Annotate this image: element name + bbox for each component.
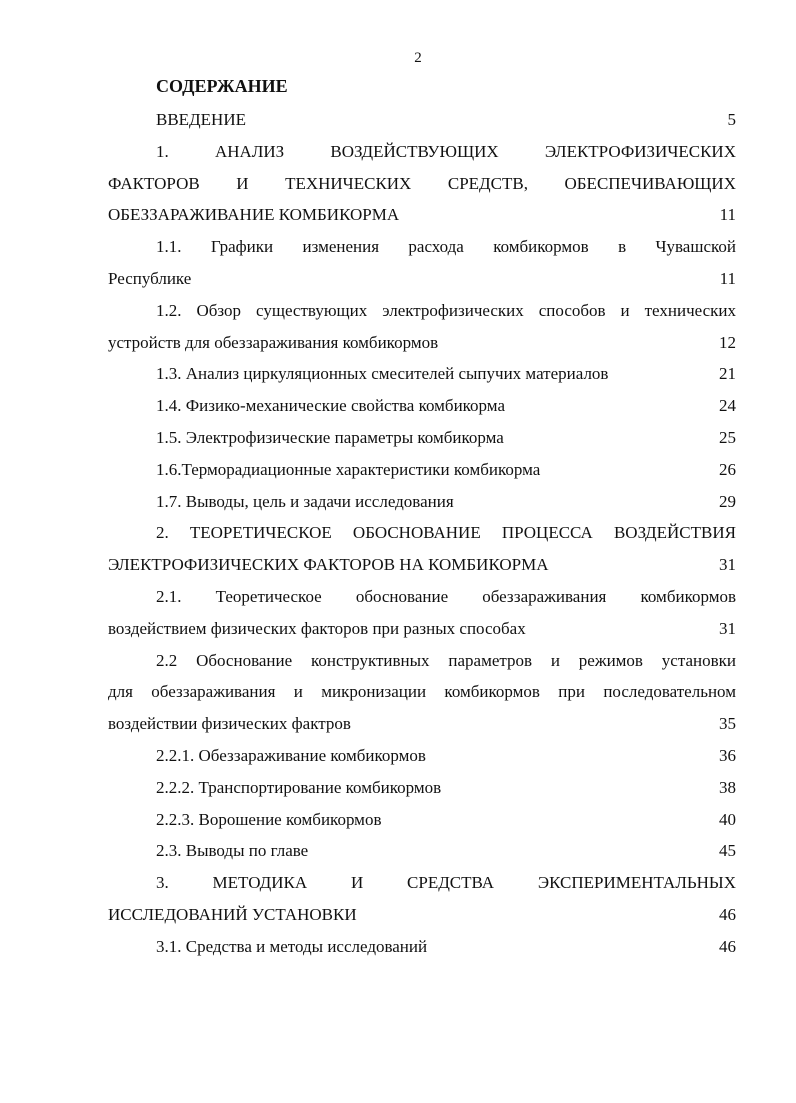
- toc-page-number: 25: [719, 427, 736, 447]
- toc-entry-text: 2.3. Выводы по главе: [156, 841, 309, 861]
- toc-page-number: 38: [719, 777, 736, 797]
- toc-page-number: 35: [719, 714, 736, 734]
- toc-entry-text: Республике: [108, 268, 192, 288]
- toc-entry: [108, 104, 736, 136]
- toc-entry: [108, 136, 736, 231]
- toc-entry-text: 1.3. Анализ циркуляционных смесителей сыпучих материалов: [156, 364, 609, 384]
- toc-entry: [108, 931, 736, 963]
- toc-page-number: 26: [719, 459, 736, 479]
- toc-entry-text: 2. ТЕОРЕТИЧЕСКОЕ ОБОСНОВАНИЕ ПРОЦЕССА ВОЗДЕЙСТВИЯ: [156, 523, 736, 543]
- toc-page-number: 36: [719, 745, 736, 765]
- toc-entry: [108, 390, 736, 422]
- toc-page-number: 5: [727, 110, 736, 129]
- toc-entry: [108, 454, 736, 486]
- toc-entry-text: 2.2.2. Транспортирование комбикормов: [156, 777, 442, 797]
- toc-entry-text: ФАКТОРОВ И ТЕХНИЧЕСКИХ СРЕДСТВ, ОБЕСПЕЧИВАЮЩИХ: [108, 173, 736, 193]
- toc-entry: [108, 835, 736, 867]
- toc-entry-text: 1.5. Электрофизические параметры комбикорма: [156, 427, 504, 447]
- toc-entry: [108, 740, 736, 772]
- toc-entry-text: 3.1. Средства и методы исследований: [156, 936, 428, 956]
- toc-page-number: 24: [719, 396, 736, 416]
- table-of-contents: [108, 104, 736, 963]
- toc-entry: [108, 867, 736, 931]
- toc-page-number: 29: [719, 491, 736, 511]
- toc-entry-text: 2.2.3. Ворошение комбикормов: [156, 809, 382, 829]
- toc-entry-text: воздействии физических фактров: [108, 714, 351, 734]
- toc-entry: [108, 486, 736, 518]
- toc-entry-text: 2.2 Обоснование конструктивных параметров и режимов установки: [156, 650, 736, 670]
- toc-entry: [108, 231, 736, 295]
- toc-entry-text: 1.7. Выводы, цель и задачи исследования: [156, 491, 454, 511]
- toc-entry-text: 1.6.Терморадиационные характеристики комбикорма: [156, 459, 541, 479]
- toc-page-number: 11: [719, 205, 736, 225]
- toc-entry-text: 2.2.1. Обеззараживание комбикормов: [156, 745, 426, 765]
- toc-entry: [108, 517, 736, 581]
- toc-entry-text: воздействием физических факторов при разных способах: [108, 618, 526, 638]
- toc-entry-text: 3. МЕТОДИКА И СРЕДСТВА ЭКСПЕРИМЕНТАЛЬНЫХ: [156, 873, 736, 893]
- toc-entry: [108, 645, 736, 740]
- toc-page-number: 46: [719, 904, 736, 924]
- toc-entry: [108, 422, 736, 454]
- toc-entry-text: 1.1. Графики изменения расхода комбикормов в Чувашской: [156, 237, 736, 257]
- toc-entry-text: ЭЛЕКТРОФИЗИЧЕСКИХ ФАКТОРОВ НА КОМБИКОРМА: [108, 555, 549, 575]
- toc-entry-text: ИССЛЕДОВАНИЙ УСТАНОВКИ: [108, 904, 357, 924]
- toc-page-number: 40: [719, 809, 736, 829]
- toc-entry-text: ВВЕДЕНИЕ: [156, 110, 246, 129]
- page-number: 2: [414, 50, 422, 66]
- toc-entry: [108, 772, 736, 804]
- toc-entry: [108, 358, 736, 390]
- toc-entry-text: для обеззараживания и микронизации комбикормов при последовательном: [108, 682, 736, 702]
- toc-page-number: 45: [719, 841, 736, 861]
- toc-page-number: 31: [719, 555, 736, 575]
- toc-page-number: 21: [719, 364, 736, 384]
- toc-entry: [108, 804, 736, 836]
- toc-entry-text: ОБЕЗЗАРАЖИВАНИЕ КОМБИКОРМА: [108, 205, 400, 225]
- toc-entry-text: 1.2. Обзор существующих электрофизических способов и технических: [156, 300, 736, 320]
- toc-page-number: 12: [719, 332, 736, 352]
- toc-page-number: 31: [719, 618, 736, 638]
- toc-page-number: 11: [719, 268, 736, 288]
- toc-entry-text: устройств для обеззараживания комбикормов: [108, 332, 439, 352]
- toc-entry-text: 1.4. Физико-механические свойства комбикорма: [156, 396, 505, 416]
- toc-entry-text: 1. АНАЛИЗ ВОЗДЕЙСТВУЮЩИХ ЭЛЕКТРОФИЗИЧЕСКИХ: [156, 141, 736, 161]
- toc-title: СОДЕРЖАНИЕ: [156, 76, 288, 96]
- toc-page-number: 46: [719, 936, 736, 956]
- toc-entry: [108, 295, 736, 359]
- toc-entry: [108, 581, 736, 645]
- toc-entry-text: 2.1. Теоретическое обоснование обеззараживания комбикормов: [156, 586, 736, 606]
